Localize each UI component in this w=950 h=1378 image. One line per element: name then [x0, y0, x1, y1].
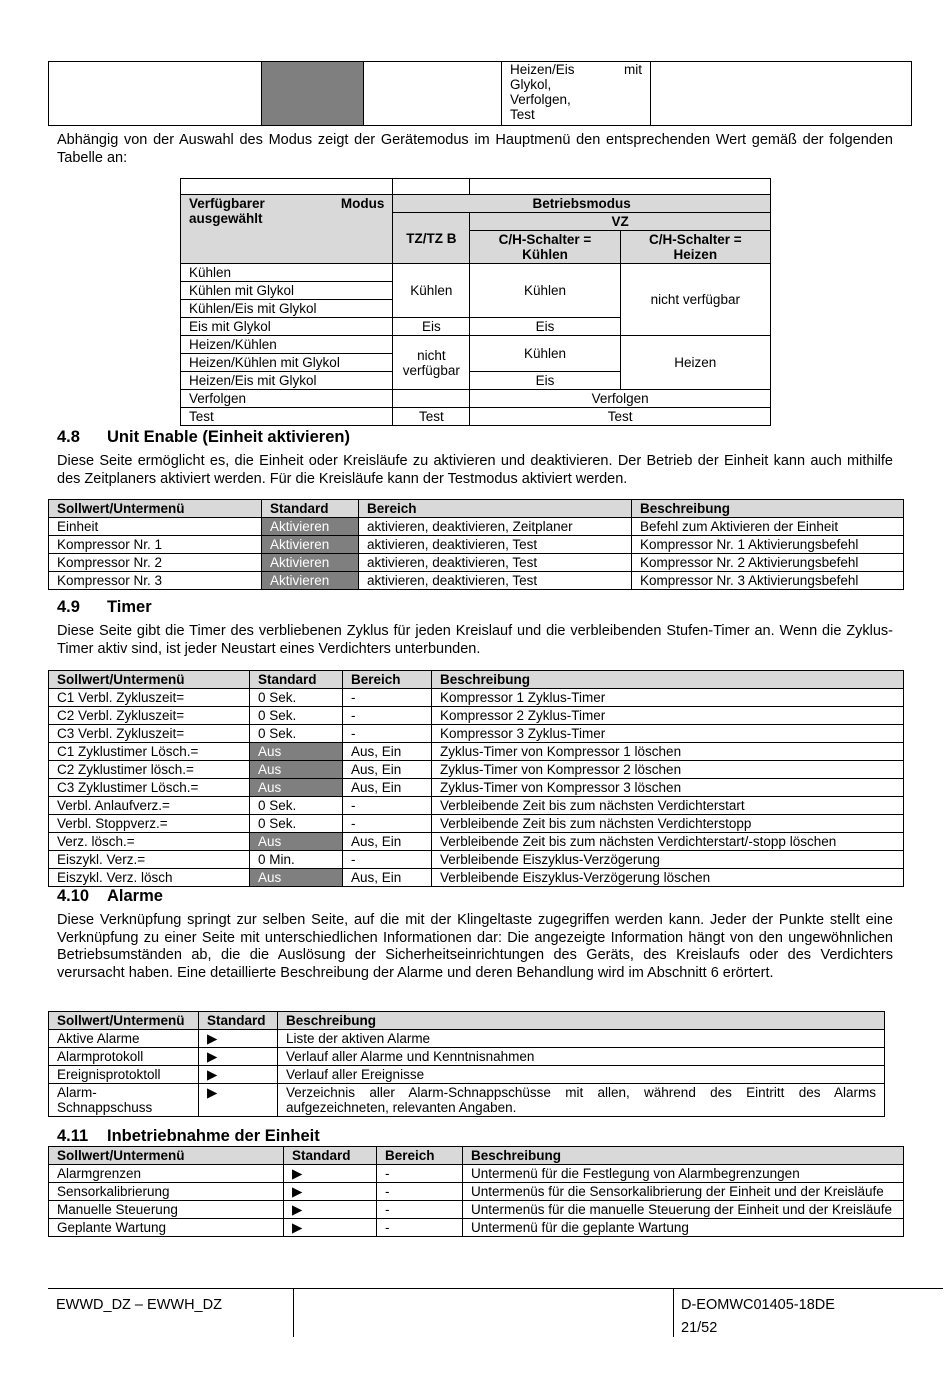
- arrow-icon[interactable]: ▶: [284, 1219, 377, 1237]
- mode-cell: Eis mit Glykol: [181, 318, 393, 336]
- table-row: C1 Verbl. Zykluszeit= 0 Sek. - Kompressor 1 Zyklus-Timer: [49, 689, 904, 707]
- unit-enable-table: [48, 499, 904, 590]
- page-footer: [48, 1288, 943, 1337]
- column-header: Beschreibung: [432, 671, 904, 689]
- mode-header: Modus: [340, 196, 385, 211]
- tz-header: TZ/TZ B: [393, 213, 470, 264]
- arrow-icon[interactable]: ▶: [284, 1165, 377, 1183]
- betriebsmodus-header: Betriebsmodus: [393, 195, 771, 213]
- section-heading: 4.9 Timer: [57, 598, 152, 616]
- mode-cell: Verfolgen: [181, 390, 393, 408]
- footer-page-number: 21/52: [681, 1320, 718, 1336]
- table-row: Alarmprotokoll ▶ Verlauf aller Alarme und Kenntnisnahmen: [49, 1048, 885, 1066]
- value-cell: Eis: [393, 318, 470, 336]
- table-row: C2 Zyklustimer lösch.= Aus Aus, Ein Zyklus-Timer von Kompressor 2 löschen: [49, 761, 904, 779]
- section-heading: 4.11 Inbetriebnahme der Einheit: [57, 1127, 320, 1145]
- mode-cell: Kühlen/Eis mit Glykol: [181, 300, 393, 318]
- mode-table: [180, 178, 771, 426]
- column-header: Standard: [284, 1147, 377, 1165]
- value-cell: Test: [470, 408, 771, 426]
- intro-text: Abhängig von der Auswahl des Modus zeigt der Gerätemodus im Hauptmenü den entsprechenden Wert gemäß der folgenden Tabelle an:: [57, 132, 893, 166]
- table-row: C3 Verbl. Zykluszeit= 0 Sek. - Kompressor 3 Zyklus-Timer: [49, 725, 904, 743]
- value-cell: nicht verfügbar: [620, 264, 770, 336]
- mode-header: ausgewählt: [189, 211, 263, 226]
- alarm-table: [48, 1011, 885, 1117]
- table-row: C2 Verbl. Zykluszeit= 0 Sek. - Kompressor 2 Zyklus-Timer: [49, 707, 904, 725]
- column-header: Bereich: [377, 1147, 463, 1165]
- table-row: Verbl. Stoppverz.= 0 Sek. - Verbleibende Zeit bis zum nächsten Verdichterstopp: [49, 815, 904, 833]
- section-text: Diese Seite gibt die Timer des verbliebenen Zyklus für jeden Kreislauf und die verbleibenden Stufen-Timer an. Wenn die Zyklus-Timer aktiv sind, ist jeder Neustart eines Verdichters unterbunden.: [57, 623, 893, 657]
- column-header: Standard: [262, 500, 359, 518]
- arrow-icon[interactable]: ▶: [199, 1030, 278, 1048]
- arrow-icon[interactable]: ▶: [284, 1201, 377, 1219]
- fragment-text: Test: [510, 107, 535, 122]
- commissioning-table: [48, 1146, 904, 1237]
- column-header: Standard: [199, 1012, 278, 1030]
- column-header: Sollwert/Untermenü: [49, 1147, 284, 1165]
- value-cell: Test: [393, 408, 470, 426]
- table-row: Alarmgrenzen ▶ - Untermenü für die Festlegung von Alarmbegrenzungen: [49, 1165, 904, 1183]
- table-row: C3 Zyklustimer Lösch.= Aus Aus, Ein Zyklus-Timer von Kompressor 3 löschen: [49, 779, 904, 797]
- table-row: Manuelle Steuerung ▶ - Untermenüs für die manuelle Steuerung der Einheit und der Kreisläufe: [49, 1201, 904, 1219]
- footer-doc-id: D-EOMWC01405-18DE: [681, 1297, 835, 1313]
- arrow-icon[interactable]: ▶: [199, 1084, 278, 1117]
- arrow-icon[interactable]: ▶: [284, 1183, 377, 1201]
- column-header: Sollwert/Untermenü: [49, 1012, 199, 1030]
- table-row: Eiszykl. Verz. lösch Aus Aus, Ein Verbleibende Eiszyklus-Verzögerung löschen: [49, 869, 904, 887]
- table-row: Alarm-Schnappschuss ▶ Verzeichnis aller Alarm-Schnappschüsse mit allen, während des Eintritt des Alarms aufgezeichneten, relevanten Angaben.: [49, 1084, 885, 1117]
- arrow-icon[interactable]: ▶: [199, 1066, 278, 1084]
- fragment-text: mit: [624, 62, 642, 77]
- value-cell: Eis: [470, 372, 620, 390]
- table-row: Ereignisprotoktoll ▶ Verlauf aller Ereignisse: [49, 1066, 885, 1084]
- column-header: Beschreibung: [278, 1012, 885, 1030]
- table-row: C1 Zyklustimer Lösch.= Aus Aus, Ein Zyklus-Timer von Kompressor 1 löschen: [49, 743, 904, 761]
- section-heading: 4.8 Unit Enable (Einheit aktivieren): [57, 428, 350, 446]
- mode-cell: Heizen/Kühlen mit Glykol: [181, 354, 393, 372]
- timer-table: [48, 670, 904, 887]
- mode-cell: Kühlen mit Glykol: [181, 282, 393, 300]
- fragment-text: Heizen/Eis: [510, 62, 575, 77]
- table-row: Geplante Wartung ▶ - Untermenü für die geplante Wartung: [49, 1219, 904, 1237]
- table-row: Eiszykl. Verz.= 0 Min. - Verbleibende Eiszyklus-Verzögerung: [49, 851, 904, 869]
- column-header: Beschreibung: [632, 500, 904, 518]
- table-row: Aktive Alarme ▶ Liste der aktiven Alarme: [49, 1030, 885, 1048]
- section-text: Diese Verknüpfung springt zur selben Seite, auf die mit der Klingeltaste zugegriffen werden kann. Jeder der Punkte stellt eine Verknüpfung zu einer Seite mit unterschiedlichen Informationen dar: Die angezeigte Information hängt von den ungewöhnlichen Betriebsumständen ab, die die Auslösung der Sicherheitseinrichtungen des Geräts, des Kreislaufs oder des Verdichters verursacht haben. Eine detaillierte Beschreibung der Alarme und deren Behandlung wird im Abschnitt 6 erörtert.: [57, 912, 893, 981]
- footer-model: EWWD_DZ – EWWH_DZ: [56, 1297, 222, 1313]
- section-text: Diese Seite ermöglicht es, die Einheit oder Kreisläufe zu aktivieren und deaktivieren. Der Betrieb der Einheit kann auch mithilfe des Zeitplaners aktiviert werden. Für die Kreisläufe kann der Testmodus aktiviert werden.: [57, 453, 893, 487]
- table-row: Kompressor Nr. 2 Aktivieren aktivieren, deaktivieren, Test Kompressor Nr. 2 Aktivierungsbefehl: [49, 554, 904, 572]
- value-cell: Verfolgen: [470, 390, 771, 408]
- column-header: Bereich: [359, 500, 632, 518]
- mode-header: Verfügbarer: [189, 196, 265, 211]
- kuehlen-header: C/H-Schalter = Kühlen: [470, 231, 620, 264]
- value-cell: Kühlen: [470, 264, 620, 318]
- vz-header: VZ: [470, 213, 771, 231]
- fragment-text: Verfolgen,: [510, 92, 571, 107]
- column-header: Bereich: [343, 671, 432, 689]
- column-header: Sollwert/Untermenü: [49, 500, 262, 518]
- table-row: Sensorkalibrierung ▶ - Untermenüs für die Sensorkalibrierung der Einheit und der Kreisläufe: [49, 1183, 904, 1201]
- fragment-text: Glykol,: [510, 77, 552, 92]
- heizen-header: C/H-Schalter = Heizen: [620, 231, 770, 264]
- section-heading: 4.10 Alarme: [57, 887, 163, 905]
- table-row: Kompressor Nr. 1 Aktivieren aktivieren, deaktivieren, Test Kompressor Nr. 1 Aktivierungsbefehl: [49, 536, 904, 554]
- table-row: Verbl. Anlaufverz.= 0 Sek. - Verbleibende Zeit bis zum nächsten Verdichterstart: [49, 797, 904, 815]
- mode-cell: Test: [181, 408, 393, 426]
- table-row: Verz. lösch.= Aus Aus, Ein Verbleibende Zeit bis zum nächsten Verdichterstart/-stopp löschen: [49, 833, 904, 851]
- column-header: Standard: [250, 671, 343, 689]
- table-row: Einheit Aktivieren aktivieren, deaktivieren, Zeitplaner Befehl zum Aktivieren der Einheit: [49, 518, 904, 536]
- value-cell: nicht verfügbar: [393, 336, 470, 390]
- value-cell: Eis: [470, 318, 620, 336]
- mode-cell: Kühlen: [181, 264, 393, 282]
- top-fragment-table: [48, 61, 912, 126]
- table-row: Kompressor Nr. 3 Aktivieren aktivieren, deaktivieren, Test Kompressor Nr. 3 Aktivierungsbefehl: [49, 572, 904, 590]
- arrow-icon[interactable]: ▶: [199, 1048, 278, 1066]
- mode-cell: Heizen/Eis mit Glykol: [181, 372, 393, 390]
- value-cell: Kühlen: [393, 264, 470, 318]
- column-header: Sollwert/Untermenü: [49, 671, 250, 689]
- mode-cell: Heizen/Kühlen: [181, 336, 393, 354]
- value-cell: Kühlen: [470, 336, 620, 372]
- column-header: Beschreibung: [463, 1147, 904, 1165]
- value-cell: Heizen: [620, 336, 770, 390]
